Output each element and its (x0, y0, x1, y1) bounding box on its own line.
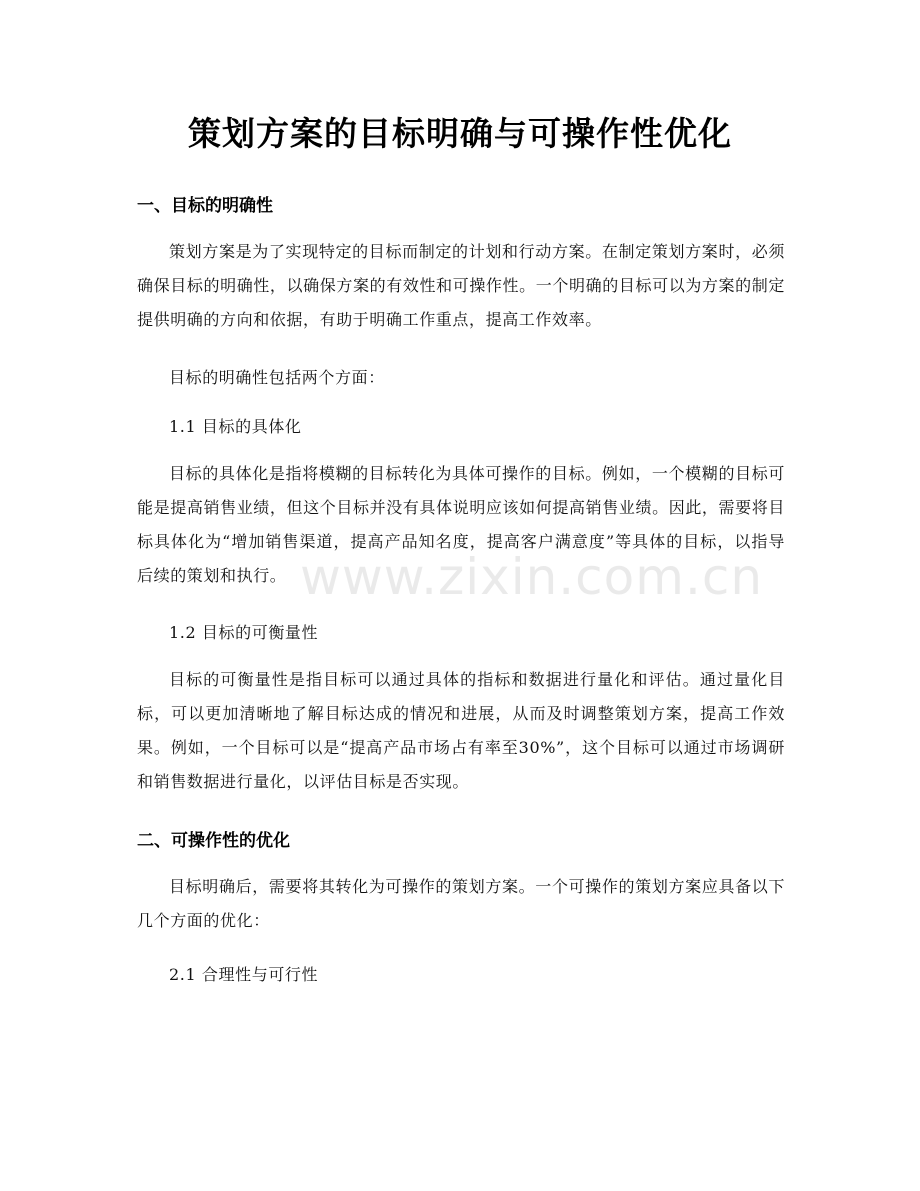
subsection-1-2-paragraph: 目标的可衡量性是指目标可以通过具体的指标和数据进行量化和评估。通过量化目标，可以更加清晰地了解目标达成的情况和进展，从而及时调整策划方案，提高工作效果。例如，一个目标可以是“提高产品市场占有率至30%”，这个目标可以通过市场调研和销售数据进行量化，以评估目标是否实现。 (137, 670, 785, 791)
subsection-heading-1-1: 1.1 目标的具体化 (169, 417, 302, 436)
subsection-heading-1-2: 1.2 目标的可衡量性 (169, 623, 319, 642)
section-heading-1: 一、目标的明确性 (137, 196, 273, 216)
subsection-1-1-paragraph: 目标的具体化是指将模糊的目标转化为具体可操作的目标。例如，一个模糊的目标可能是提高销售业绩，但这个目标并没有具体说明应该如何提高销售业绩。因此，需要将目标具体化为“增加销售渠道，提高产品知名度，提高客户满意度”等具体的目标，以指导后续的策划和执行。 (137, 464, 785, 585)
section-2-intro-paragraph: 目标明确后，需要将其转化为可操作的策划方案。一个可操作的策划方案应具备以下几个方面的优化： (137, 877, 785, 930)
section-heading-2: 二、可操作性的优化 (137, 831, 290, 851)
page-title: 策划方案的目标明确与可操作性优化 (188, 114, 732, 153)
section-1-intro-paragraph: 策划方案是为了实现特定的目标而制定的计划和行动方案。在制定策划方案时，必须确保目标的明确性，以确保方案的有效性和可操作性。一个明确的目标可以为方案的制定提供明确的方向和依据，有助于明确工作重点，提高工作效率。 (137, 242, 785, 329)
watermark-text: www.zixin.com.cn (300, 548, 764, 606)
section-1-lead-text: 目标的明确性包括两个方面： (169, 368, 385, 387)
subsection-heading-2-1: 2.1 合理性与可行性 (169, 965, 319, 984)
